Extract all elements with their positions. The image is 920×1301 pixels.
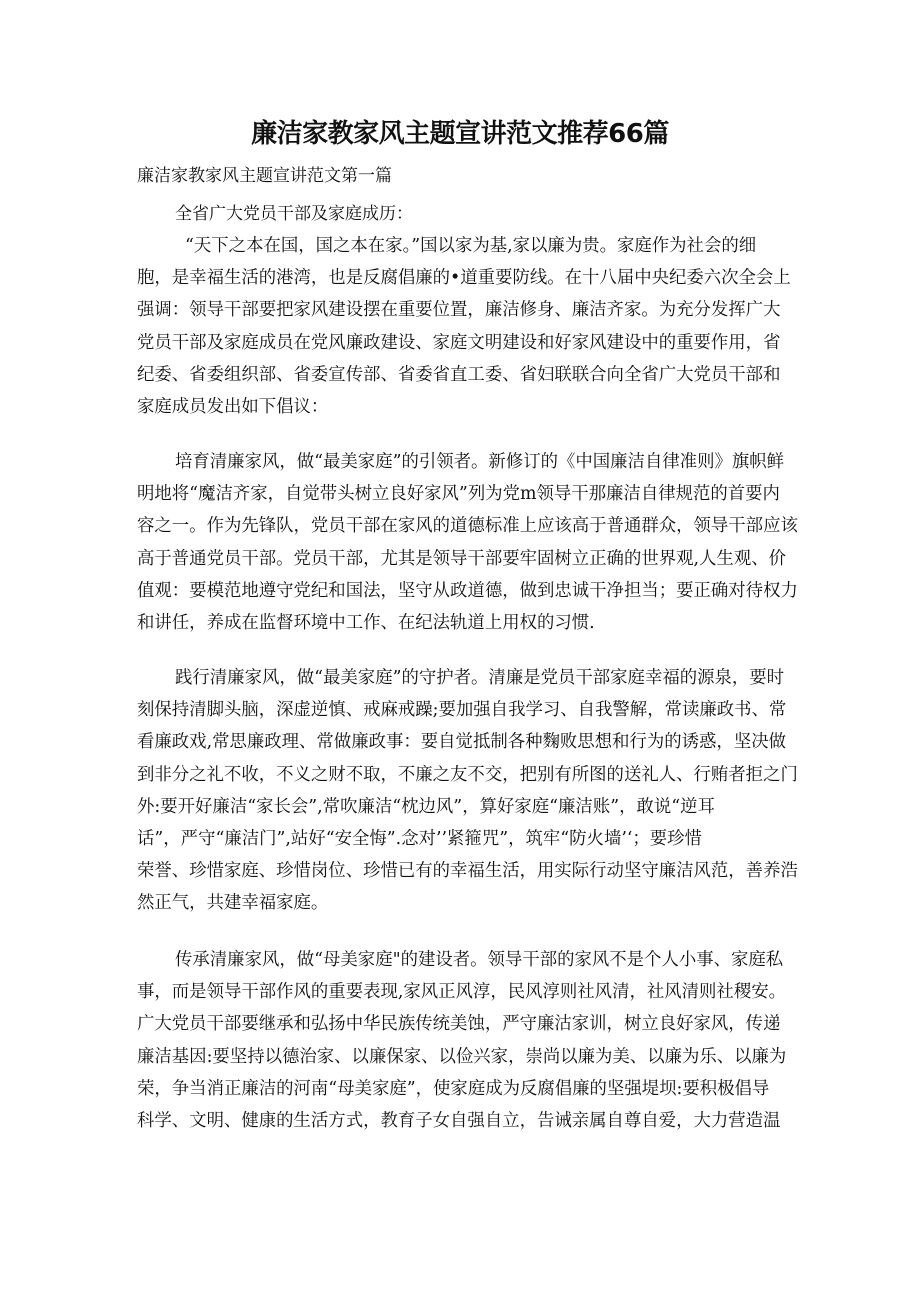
paragraph-line: 看廉政戏,常思廉政理、常做廉政事：要自觉抵制各种麴败思想和行为的诱惑，坚决做	[137, 732, 786, 753]
paragraph-line: 高于普通党员干部。党员干部，尤其是领导干部要牢固树立正确的世界观,人生观、价	[137, 548, 786, 569]
salutation: 全省广大党员干部及家庭成历：	[175, 204, 413, 224]
paragraph-line: 纪委、省委组织部、省委宣传部、省委省直工委、省妇联联合向全省广大党员干部和	[137, 364, 781, 385]
paragraph-line: 广大党员干部要继承和弘扬中华民族传统美蚀，严守廉沽家训，树立良好家风，传递	[137, 1014, 781, 1035]
paragraph-line: 践行清廉家风，做“最美家庭”的守护者。清廉是党员干部家庭幸福的源泉，要时	[175, 668, 785, 688]
paragraph-line: 传承清廉家风，做“母美家庭"的建设者。领导干部的家风不是个人小事、家庭私	[175, 950, 784, 970]
paragraph-intro	[137, 230, 791, 423]
paragraph-line: 家庭成员发出如下倡议：	[137, 396, 329, 417]
paragraph-line: 刻保持清脚头脑，深虚逆慎、戒麻戒躁;要加强自我学习、自我警解，常读廉政书、常	[137, 700, 787, 721]
paragraph-line: 党员干部及家庭成员在党风廉政建设、家庭文明建设和好家风建设中的重要作用，省	[137, 332, 781, 353]
paragraph-line: 值观：要模范地遵守党纪和国法，坚守从政道德，做到忠诚干净担当；要正确对待权力	[137, 580, 798, 601]
paragraph-line: 培育清廉家风，做“最美家庭”的引领者。新修订的《中国廉洁自律准则》旗帜鲜	[175, 452, 785, 472]
paragraph-line: 事，而是领导干部作风的重要表现,家风正风淳，民风淳则社风清，社风清则社稷安。	[137, 982, 786, 1003]
paragraph-line: 容之一。作为先锋队，党员干部在家风的道德标准上应该高于普通群众，领导干部应该	[137, 516, 798, 537]
section-subtitle: 廉洁家教家风主题宣讲范文第一篇	[137, 166, 392, 186]
paragraph-practice	[137, 662, 798, 920]
paragraph-line: 廉洁基因:要坚持以德治家、以廉保家、以俭兴家，崇尚以廉为美、以廉为乐、以廉为	[137, 1046, 787, 1067]
paragraph-line: 然正气，共建幸福家庭。	[137, 893, 329, 914]
paragraph-line: 话”，严守“廉洁门”,站好“安全悔”.念对’’紧箍咒”，筑牢“防火墙’‘；要珍惜	[137, 828, 702, 849]
paragraph-line: 和讲任，养成在监督环境中工作、在纪法轨道上用权的习惯.	[137, 612, 595, 633]
document-title: 廉洁家教家风主题宣讲范文推荐66篇	[251, 119, 669, 149]
paragraph-line: 荣誉、珍惜家庭、珍惜岗位、珍惜已有的幸福生活，用实际行动坚守廉洁风范，善养浩	[137, 861, 798, 882]
paragraph-line: “天下之本在国，国之本在家。”国以家为基,家以廉为贵。家庭作为社会的细	[185, 236, 757, 256]
paragraph-line: 明地将“魔洁齐家，自觉带头树立良好家风”列为党m领导干那廉洁自律规范的首要内	[137, 484, 780, 505]
paragraph-cultivate	[137, 446, 798, 639]
paragraph-line: 胞，是幸福生活的港湾，也是反腐倡廉的•道重要防线。在十八届中央纪委六次全会上	[137, 268, 791, 289]
paragraph-inherit	[137, 944, 787, 1137]
paragraph-line: 科学、文明、健康的生活方式，教育子女自强自立，告诫亲属自尊自爱，大力营造温	[137, 1110, 781, 1131]
paragraph-line: 外:要开好廉洁“家长会”,常吹廉洁“枕边风”，算好家庭“廉洁账”，敢说“逆耳	[137, 796, 715, 817]
paragraph-line: 到非分之礼不收，不义之财不取，不廉之友不交，把别有所图的送礼人、行贿者拒之门	[137, 764, 798, 785]
paragraph-line: 强调：领导干部要把家风建设摆在重要位置，廉洁修身、廉洁齐家。为充分发挥广大	[137, 300, 781, 321]
paragraph-line: 荣，争当消正廉洁的河南“母美家庭”，使家庭成为反腐倡廉的坚强堤坝:要积极倡导	[137, 1078, 770, 1099]
